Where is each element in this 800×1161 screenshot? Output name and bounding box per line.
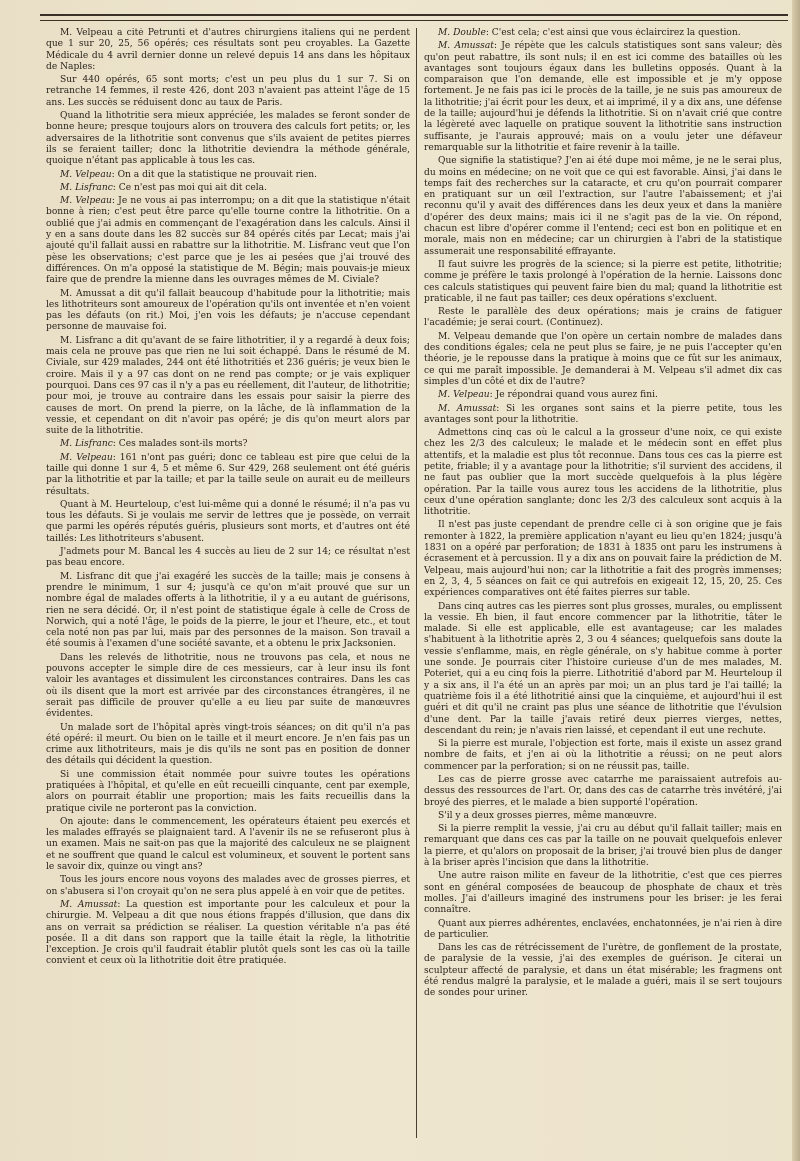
paragraph: [424, 739, 782, 773]
speaker-name: M. Amussat: [438, 403, 497, 414]
paragraph: [46, 75, 410, 109]
paragraph: [46, 500, 410, 545]
paragraph-text: Tous les jours encore nous voyons des malades avec de grosses pierres, et on s'abusera si l'on croyait qu'on ne sera plus appelé à en voir que de petites.: [46, 875, 410, 897]
paragraph: [46, 817, 410, 873]
paragraph-text: Je répète que les calculs statistiques sont sans valeur; dès qu'on peut rabattre, ils sont nuls; il en est ici comme des batailles où les avantages sont toujours égaux dans les bulletins opposés. Quant à la comparaison que l'on demande, elle est impossible et je m'y oppose fortement. Je ne fais pas ici le procès de la taille, je ne suis pas amoureux de la lithotritie; j'ai écrit pour les deux, et ai imprimé, il y a dix ans, une défense de la taille; aujourd'hui je défends la lithotritie. Si on n'avait crié que contre la légèreté avec laquelle on pratique souvent la lithotritie sans instruction suffisante, je l'aurais approuvé; mais on a voulu jeter une défaveur remarquable sur la lithotritie et faire revenir à la taille.: [424, 41, 782, 153]
paragraph: [46, 547, 410, 570]
paragraph-text: M. Velpeau demande que l'on opère un certain nombre de malades dans des conditions égales; cela ne peut plus se faire, je ne puis l'accepter qu'en théorie, je le repousse dans la pratique à moins que ce fût sur les animaux, ce qui me paraît impossible. Je demanderai à M. Velpeau s'il admet dix cas simples d'un côté et dix de l'autre?: [424, 331, 782, 387]
paragraph-text: Un malade sort de l'hôpital après vingt-trois séances; on dit qu'il n'a pas été opéré: il meurt. Ou bien on le taille et il meurt encore. Je n'en fais pas un crime aux lithotriteurs, mais je dis qu'ils ne sont pas en position de donner des détails qui décident la question.: [46, 722, 410, 767]
paragraph: [46, 572, 410, 651]
speaker-name: M. Velpeau: [60, 196, 112, 207]
paragraph-text: Que signifie la statistique? J'en ai été dupe moi même, je ne le serai plus, du moins en médecine; on ne voit que ce qui est favorable. Ainsi, j'ai dans le temps fait des recherches sur la cataracte, et cru qu'on pourrait comparer en pratiquant sur un œil l'extraction, sur l'autre l'abaissement; et j'ai reconnu qu'il y avait des différences dans les deux yeux et dans la manière d'opérer des deux mains; mais ici il ne s'agit pas de la vie. On répond, chacun est libre d'opérer comme il l'entend; ceci est bon en politique et en morale, mais non en médecine; car un chirurgien à l'abri de la statistique assumerait une responsabilité effrayante.: [424, 156, 782, 257]
speaker-name: M. Amussat: [60, 899, 118, 910]
paragraph: [424, 775, 782, 809]
paragraph-text: Sur 440 opérés, 65 sont morts; c'est un peu plus du 1 sur 7. Si on retranche 14 femmes, il reste 426, dont 203 n'avaient pas atteint l'âge de 15 ans. Les succès se réduisent donc au taux de Paris.: [46, 75, 410, 108]
paragraph-text: M. Amussat a dit qu'il fallait beaucoup d'habitude pour la lithotritie; mais les lithotriteurs sont amoureux de l'opération qu'ils ont inventée et n'en voient pas les défauts (on rit.) Moi, j'en vois les défauts; je n'accuse cependant personne de mauvaise foi.: [46, 288, 410, 333]
paragraph: [424, 811, 782, 822]
paragraph-text: Si une commission était nommée pour suivre toutes les opérations pratiquées à l'hôpital, et qu'elle en eût recueilli cinquante, cent par exemple, alors on pourrait établir une proportion; mais les faits recueillis dans la pratique civile ne porteront pas la conviction.: [46, 769, 410, 814]
paragraph-text: Dans les cas de rétrécissement de l'urètre, de gonflement de la prostate, de paralysie de la vessie, j'ai des exemples de guérison. Je citerai un sculpteur affecté de paralysie, et dans un état misérable; les fragmens ont été rendus malgré la paralysie, et le malade a guéri, mais il se sert toujours de sondes pour uriner.: [424, 943, 782, 999]
paragraph: [424, 602, 782, 738]
paragraph-text: Il faut suivre les progrès de la science; si la pierre est petite, lithotritie; comme je préfère le taxis prolongé à l'opération de la hernie. Laissons donc ces calculs statistiques qui peuvent faire bien du mal; quand la lithotritie est praticable, il ne faut pas tailler; ces deux opérations s'excluent.: [424, 259, 782, 304]
left-column: [46, 28, 410, 1148]
paragraph: [46, 723, 410, 768]
paragraph: M. Lisfranc: Ces malades sont-ils morts?: [60, 439, 248, 450]
paragraph-text: 161 n'ont pas guéri; donc ce tableau est pire que celui de la taille qui donne 1 sur 4, 5 et même 6. Sur 429, 268 seulement ont été guéris par la lithotritie et par la taille; et par la taille seule on aurait eu de meilleurs résultats.: [46, 452, 410, 497]
paragraph: [424, 520, 782, 599]
paragraph: M. Amussat: Je répète que les calculs statistiques sont sans valeur; dès qu'on peut rabattre, ils sont nuls; il en est ici comme des batailles où les avantages sont toujours égaux dans les bulletins opposés. Quant à la comparaison que l'on demande, elle est impossible et je m'y oppose fortement. Je ne fais pas ici le procès de la taille, je ne suis pas amoureux de la lithotritie; j'ai écrit pour les deux, et ai imprimé, il y a dix ans, une défense de la taille; aujourd'hui je défends la lithotritie. Si on n'avait crié que contre la légèreté avec laquelle on pratique souvent la lithotritie sans instruction suffisante, je l'aurais approuvé; mais on a voulu jeter une défaveur remarquable sur la lithotritie et faire revenir à la taille.: [424, 41, 782, 153]
paragraph-text: Si les organes sont sains et la pierre petite, tous les avantages sont pour la lithotritie.: [424, 403, 782, 425]
paragraph: [424, 307, 782, 330]
paragraph-text: Ce n'est pas moi qui ait dit cela.: [118, 182, 267, 193]
paragraph-text: Je ne vous ai pas interrompu; on a dit que la statistique n'était bonne à rien; c'est peut être parce qu'elle tourne contre la lithotritie. On a oublié que j'ai admis en commençant de l'exagération dans les calculs. Ainsi il y en a sans doute dans les 82 succès sur 84 opérés cités par Lecat; mais j'ai ajouté qu'il fallait aussi en rabattre sur la lithotritie. M. Lisfranc veut que l'on pèse les observations; c'est parce que je les ai pesées que j'ai trouvé des différences. On m'a opposé la statistique de M. Bégin; mais pouvais-je mieux faire que de prendre la mienne dans les ouvrages mêmes de M. Civiale?: [46, 196, 410, 286]
speaker-name: M. Amussat: [438, 41, 494, 52]
paragraph-text: Si la pierre est murale, l'objection est forte, mais il existe un assez grand nombre de faits, et j'en ai où la lithotritie a réussi; on ne peut alors commencer par la perforation; si on ne réussit pas, taille.: [424, 739, 782, 772]
paragraph: [424, 156, 782, 258]
paragraph: [46, 653, 410, 721]
paragraph: M. Velpeau: On a dit que la statistique ne prouvait rien.: [60, 169, 318, 180]
paragraph: [424, 824, 782, 869]
paragraph: [46, 289, 410, 334]
page-edge: [792, 0, 800, 1161]
paragraph-text: Quand la lithotritie sera mieux appréciée, les malades se feront sonder de bonne heure; presque toujours alors on trouvera des calculs fort petits; or, les adversaires de la lithotritie sont convenus que s'ils avaient de petites pierres ils se feraient tailler; donc la lithotritie deviendra la méthode générale, quoique n'étant pas applicable à tous les cas.: [46, 111, 410, 167]
column-divider: [416, 28, 417, 1138]
paragraph: M. Amussat: La question est importante pour les calculeux et pour la chirurgie. M. Velpeau a dit que nous étions frappés d'illusion, que dans dix ans on verrait sa prédiction se réaliser. La question véritable n'a pas été posée. Il a dit dans son rapport que la taille était la règle, la lithotritie l'exception. Je crois qu'il faudrait établir plutôt quels sont les cas où la taille convient et ceux où la lithotritie doit être pratiquée.: [46, 899, 410, 967]
paragraph-text: Une autre raison milite en faveur de la lithotritie, c'est que ces pierres sont en général composées de beaucoup de phosphate de chaux et très molles. J'ai d'ailleurs imaginé des instrumens pour les briser: je les ferai connaître.: [424, 871, 782, 916]
paragraph: [46, 336, 410, 438]
paragraph: [424, 871, 782, 916]
paragraph-text: Les cas de pierre grosse avec catarrhe me paraissaient autrefois au-dessus des ressources de l'art. Or, dans des cas de catarrhe très invétéré, j'ai broyé des pierres, et le malade a bien supporté l'opération.: [424, 775, 782, 808]
paragraph-text: Ces malades sont-ils morts?: [118, 439, 248, 450]
paragraph-text: Quant aux pierres adhérentes, enclavées, enchatonnées, je n'ai rien à dire de particulier.: [424, 918, 782, 940]
header-rule: [40, 14, 788, 21]
paragraph-text: On ajoute: dans le commencement, les opérateurs étaient peu exercés et les malades effrayés se plaignaient tard. A l'avenir ils ne se refuseront plus à un examen. Mais ne sait-on pas que la majorité des calculeux ne se plaignent et ne souffrent que quand le calcul est volumineux, et souvent le portent sans le savoir dix, quinze ou vingt ans?: [46, 816, 410, 873]
paragraph-text: Il n'est pas juste cependant de prendre celle ci à son origine que je fais remonter à 1822, la première application n'ayant eu lieu qu'en 1824; jusqu'à 1831 on a opéré par perforation; de 1831 à 1835 ont paru les instrumens à écrasement et à percussion. Il y a dix ans on pouvait faire la prédiction de M. Velpeau, mais aujourd'hui non; car la lithotritie a fait des progrès immenses; en 2, 3, 4, 5 séances on fait ce qui autrefois en exigeait 12, 15, 20, 25. Ces expériences comparatives ont été faites pierres sur table.: [424, 520, 782, 599]
speaker-name: M. Lisfranc: [60, 439, 113, 450]
speaker-name: M. Velpeau: [60, 452, 113, 463]
paragraph-text: Quant à M. Heurteloup, c'est lui-même qui a donné le résumé; il n'a pas vu tous les défauts. Si je voulais me servir de lettres que je possède, on verrait que parmi les opérés réputés guéris, plusieurs sont morts, et d'autres ont été taillés: Les lithotriteurs s'abusent.: [46, 499, 410, 544]
paragraph-text: M. Lisfranc a dit qu'avant de se faire lithotritier, il y a regardé à deux fois; mais cela ne prouve pas que rien ne lui soit échappé. Dans le résumé de M. Civiale, sur 429 malades, 244 ont été lithotritiés et 236 guéris; je veux bien le croire. Mais il y a 97 cas dont on ne rend pas compte; or je vais expliquer pourquoi. Dans ces 97 cas il n'y a pas eu réellement, dit l'auteur, de lithotritie; pour moi, je trouve au contraire dans les essais pour saisir la pierre des causes de mort. On prend la pierre, on la lâche, de là inflammation de la vessie, et cependant on dit n'avoir pas opéré; je dis qu'on meurt alors par suite de la lithotritie.: [46, 335, 410, 437]
paragraph-text: Admettons cinq cas où le calcul a la grosseur d'une noix, ce qui existe chez les 2/3 des calculeux; le malade et le médecin sont en effet plus attentifs, et la maladie est plus tôt reconnue. Dans tous ces cas la pierre est petite, friable; il y a avantage pour la lithotritie; s'il survient des accidens, il ne faut pas oublier que la mort succède quelquefois à la plus légère opération. Par la taille vous aurez tous les accidens de la lithotritie, plus ceux d'une opération sanglante; donc les 2/3 des calculeux sont acquis à la lithotritie.: [424, 428, 782, 518]
speaker-name: M. Lisfranc: [60, 182, 113, 193]
paragraph: [46, 770, 410, 815]
paragraph-text: S'il y a deux grosses pierres, même manœuvre.: [438, 810, 657, 821]
paragraph: [46, 28, 410, 73]
paragraph: M. Amussat: Si les organes sont sains et la pierre petite, tous les avantages sont pour la lithotritie.: [424, 403, 782, 425]
paragraph-text: On a dit que la statistique ne prouvait rien.: [117, 169, 318, 180]
paragraph: [424, 943, 782, 999]
paragraph: M. Lisfranc: Ce n'est pas moi qui ait dit cela.: [60, 182, 267, 193]
paragraph: [424, 428, 782, 518]
paragraph-text: M. Lisfranc dit que j'ai exagéré les succès de la taille; mais je consens à prendre le minimum, 1 sur 4; jusqu'à ce qu'on m'ait prouvé que sur un nombre égal de malades offerts à la lithotritie, il y a eu autant de guérisons, rien ne sera décidé. Or, il n'est point de statistique égale à celle de Cross de Norwich, qui a noté l'âge, le poids de la pierre, le jour et l'heure, etc., et tout cela noté non pas par lui, mais par des personnes de la maison. Son travail a été soumis à l'examen d'une société savante, et a obtenu le prix Jacksonien.: [46, 571, 410, 650]
paragraph-text: J'admets pour M. Bancal les 4 succès au lieu de 2 sur 14; ce résultat n'est pas beau encore.: [46, 547, 410, 569]
right-column: [424, 28, 782, 1148]
paragraph: [424, 919, 782, 942]
paragraph-text: Dans les relevés de lithotritie, nous ne trouvons pas cela, et nous ne pouvons accepter le simple dire de ces messieurs, car à leur insu ils font valoir les avantages et dissimulent les circonstances contraires. Dans les cas où ils disent que la mort est arrivée par des circonstances étrangères, il ne serait pas difficile de prouver qu'elle a eu lieu par suite de manœuvres évidentes.: [46, 652, 410, 720]
paragraph: [424, 332, 782, 388]
paragraph: [46, 111, 410, 167]
paragraph: [46, 875, 410, 898]
speaker-name: M. Double: [438, 28, 486, 38]
paragraph-text: Reste le parallèle des deux opérations; mais je crains de fatiguer l'académie; je serai court. (Continuez).: [424, 307, 782, 329]
paragraph-text: Je répondrai quand vous aurez fini.: [495, 390, 658, 401]
paragraph: M. Velpeau: Je répondrai quand vous aurez fini.: [438, 390, 658, 401]
paragraph: [424, 260, 782, 305]
paragraph-text: La question est importante pour les calculeux et pour la chirurgie. M. Velpeau a dit que nous étions frappés d'illusion, que dans dix ans on verrait sa prédiction se réaliser. La question véritable n'a pas été posée. Il a dit dans son rapport que la taille était la règle, la lithotritie l'exception. Je crois qu'il faudrait établir plutôt quels sont les cas où la taille convient et ceux où la lithotritie doit être pratiquée.: [46, 899, 410, 967]
paragraph: M. Double: C'est cela; c'est ainsi que vous éclaircirez la question.: [438, 28, 741, 38]
speaker-name: M. Velpeau: [438, 390, 490, 401]
paragraph-text: Si la pierre remplit la vessie, j'ai cru au début qu'il fallait tailler; mais en remarquant que dans ces cas par la taille on ne pouvait quelquefois enlever la pierre, et qu'alors on proposait de la briser, j'ai trouvé bien plus de danger à la briser après l'incision que dans la lithotritie.: [424, 824, 782, 869]
paragraph: M. Velpeau: 161 n'ont pas guéri; donc ce tableau est pire que celui de la taille qui donne 1 sur 4, 5 et même 6. Sur 429, 268 seulement ont été guéris par la lithotritie et par la taille; et par la taille seule on aurait eu de meilleurs résultats.: [46, 452, 410, 497]
paragraph-text: C'est cela; c'est ainsi que vous éclaircirez la question.: [491, 28, 741, 38]
paragraph-text: M. Velpeau a cité Petrunti et d'autres chirurgiens italiens qui ne perdent que 1 sur 20, 25, 56 opérés; ces résultats sont peu croyables. La Gazette Médicale du 4 avril dernier donne un relevé depuis 14 ans dans les hôpitaux de Naples:: [46, 28, 410, 72]
speaker-name: M. Velpeau: [60, 169, 112, 180]
paragraph: M. Velpeau: Je ne vous ai pas interrompu; on a dit que la statistique n'était bonne à rien; c'est peut être parce qu'elle tourne contre la lithotritie. On a oublié que j'ai admis en commençant de l'exagération dans les calculs. Ainsi il y en a sans doute dans les 82 succès sur 84 opérés cités par Lecat; mais j'ai ajouté qu'il fallait aussi en rabattre sur la lithotritie. M. Lisfranc veut que l'on pèse les observations; c'est parce que je les ai pesées que j'ai trouvé des différences. On m'a opposé la statistique de M. Bégin; mais pouvais-je mieux faire que de prendre la mienne dans les ouvrages mêmes de M. Civiale?: [46, 196, 410, 286]
paragraph-text: Dans cinq autres cas les pierres sont plus grosses, murales, ou emplissent la vessie. Eh bien, il faut encore commencer par la lithotritie, tâter le malade. Si elle est applicable, elle est avantageuse; car les malades s'habituent à la lithotritie après 2, 3 ou 4 séances; quelquefois sans doute la vessie s'enflamme, mais, en règle générale, on s'y habitue comme à porter une sonde. Je pourrais citer l'histoire curieuse d'un de mes malades, M. Poteriet, qui a eu cinq fois la pierre. Lithotritié d'abord par M. Heurteloup il y a six ans, il l'a été un an après par moi; un an plus tard je l'ai taillé; la quatrième fois il a été lithotritié ainsi que la cinquième, et aujourd'hui il est guéri et dit qu'il ne craint pas plus une séance de lithotritie que l'évulsion d'une dent. Par la taille j'avais retiré deux pierres vierges, nettes, descendant du rein; je n'avais rien laissé, et cependant il eut une rechute.: [424, 601, 782, 736]
